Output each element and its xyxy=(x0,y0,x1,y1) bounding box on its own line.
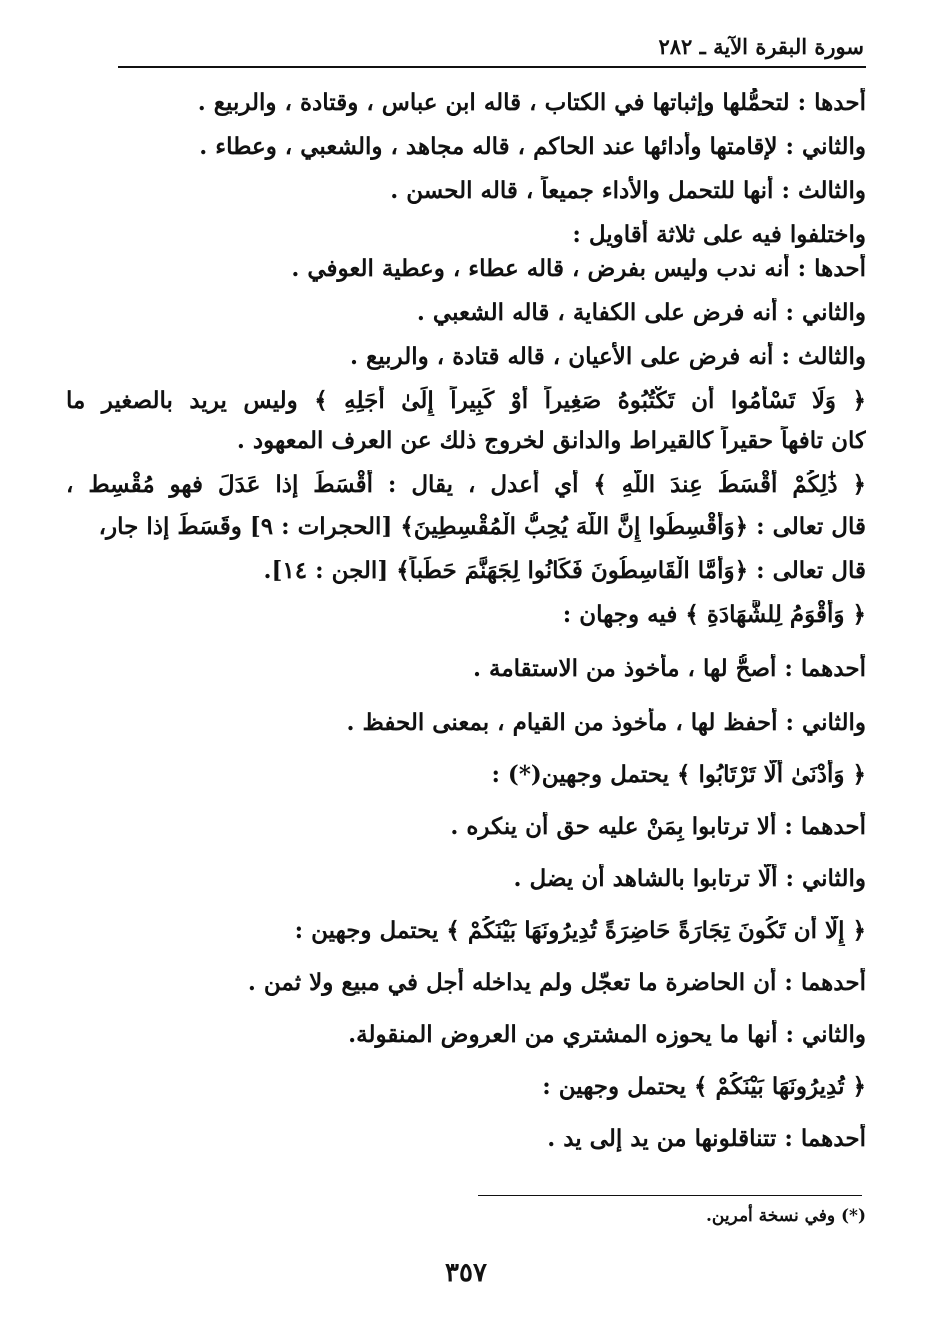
text-line: أحدهما : تتناقلونها من يد إلى يد . xyxy=(547,1125,866,1152)
text-line: والثاني : لإقامتها وأدائها عند الحاكم ، قاله مجاهد ، والشعبي ، وعطاء . xyxy=(199,133,866,160)
verse-line: ﴿ وَأَقْوَمُ لِلشَّهَادَةِ ﴾ فيه وجهان : xyxy=(562,601,866,628)
text-line: قال تعالى : ﴿وَأَمَّا الْقَاسِطُونَ فَكَانُوا لِجَهَنَّمَ حَطَباً﴾ [الجن : ١٤]. xyxy=(263,557,866,584)
verse-line: ﴿ وَأَدْنَىٰ أَلَّا تَرْتَابُوا ﴾ يحتمل وجهين(*) : xyxy=(491,761,866,788)
text-line: كان تافهاً حقيراً كالقيراط والدانق لخروج ذلك عن العرف المعهود . xyxy=(236,427,866,454)
text-line: أحدها : لتحمُّلها وإثباتها في الكتاب ، قاله ابن عباس ، وقتادة ، والربيع . xyxy=(197,89,866,116)
verse-line: ﴿ وَلَا تَسْأَمُوا أَن تَكْتُبُوهُ صَغِيراً أَوْ كَبِيراً إِلَىٰ أَجَلِهِ ﴾ وليس يريد بالصغير ما xyxy=(66,387,866,414)
text-line: أحدهما : ألا ترتابوا بِمَنْ عليه حق أن ينكره . xyxy=(450,813,866,840)
header-rule xyxy=(118,66,866,68)
text-line: أحدهما : أن الحاضرة ما تعجّل ولم يداخله أجل في مبيع ولا ثمن . xyxy=(247,969,866,996)
text-line: قال تعالى : ﴿وَأَقْسِطُوا إِنَّ اللَّهَ يُحِبُّ الْمُقْسِطِينَ﴾ [الحجرات : ٩] وقَسَطَ إذا جار، xyxy=(98,513,866,540)
header-title: سورة البقرة الآية ـ ٢٨٢ xyxy=(658,34,864,59)
footnote-rule xyxy=(478,1195,862,1196)
text-line: والثاني : أحفظ لها ، مأخوذ من القيام ، بمعنى الحفظ . xyxy=(346,709,866,736)
verse-line: ﴿ ذَٰلِكُمْ أَقْسَطُ عِندَ اللَّهِ ﴾ أي أعدل ، يقال : أَقْسَطَ إذا عَدَلَ فهو مُقْسِط ، xyxy=(66,471,866,498)
text-line: والثاني : أنها ما يحوزه المشتري من العروض المنقولة. xyxy=(348,1021,866,1048)
text-line: والثاني : ألَّا ترتابوا بالشاهد أن يضل . xyxy=(513,865,866,892)
running-header xyxy=(118,30,864,62)
verse-line: ﴿ تُدِيرُونَهَا بَيْنَكُمْ ﴾ يحتمل وجهين : xyxy=(542,1073,866,1100)
page-body xyxy=(66,80,866,1154)
page-number: ٣٥٧ xyxy=(445,1258,487,1288)
text-line: والثالث : أنها للتحمل والأداء جميعاً ، قاله الحسن . xyxy=(390,177,866,204)
text-line: والثالث : أنه فرض على الأعيان ، قاله قتادة ، والربيع . xyxy=(349,343,866,370)
text-line: والثاني : أنه فرض على الكفاية ، قاله الشعبي . xyxy=(416,299,866,326)
footnote: (*) وفي نسخة أمرين. xyxy=(705,1206,866,1226)
verse-line: ﴿ إِلَّا أَن تَكُونَ تِجَارَةً حَاضِرَةً تُدِيرُونَهَا بَيْنَكُمْ ﴾ يحتمل وجهين : xyxy=(294,917,866,944)
text-line: أحدها : أنه ندب وليس بفرض ، قاله عطاء ، وعطية العوفي . xyxy=(291,255,866,282)
text-line: واختلفوا فيه على ثلاثة أقاويل : xyxy=(572,221,866,248)
text-line: أحدهما : أصحُّ لها ، مأخوذ من الاستقامة . xyxy=(473,655,866,682)
